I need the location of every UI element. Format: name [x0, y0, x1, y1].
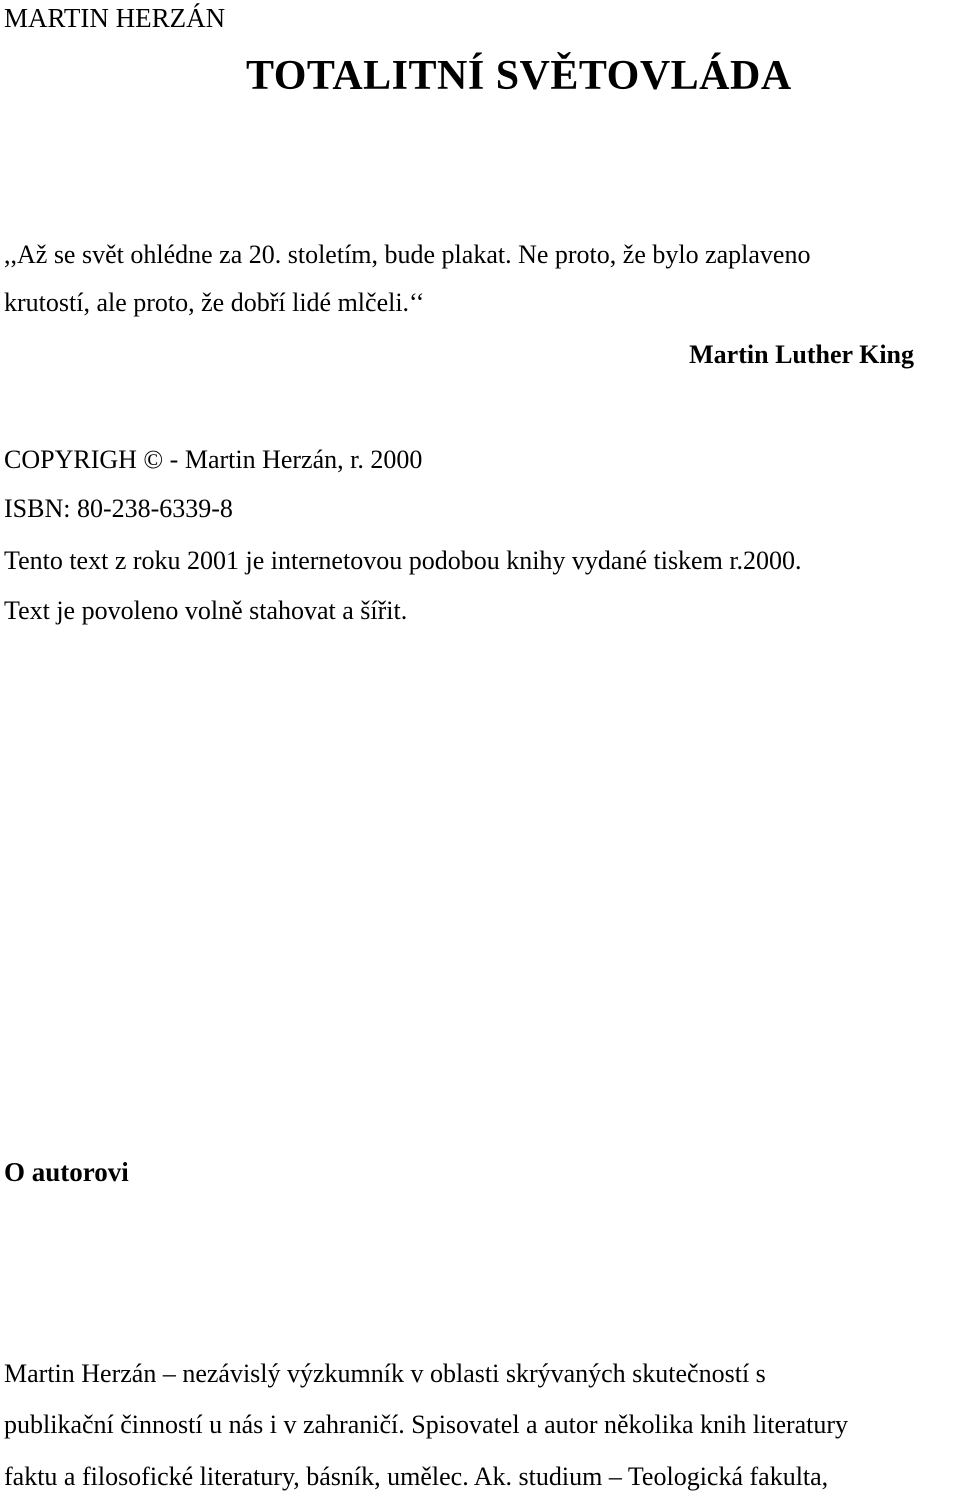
paragraph-line: publikační činností u nás i v zahraničí. Spisovatel a autor několika knih literatury	[4, 1410, 849, 1439]
epigraph-attribution: Martin Luther King	[689, 340, 914, 369]
paragraph-line: faktu a filosofické literatury, básník, umělec. Ak. studium – Teologická fakulta,	[4, 1462, 829, 1491]
epigraph-line: ,,Až se svět ohlédne za 20. stoletím, bude plakat. Ne proto, že bylo zaplaveno	[4, 240, 811, 269]
paragraph-line: Martin Herzán – nezávislý výzkumník v oblasti skrývaných skutečností s	[4, 1359, 766, 1388]
section-heading: O autorovi	[4, 1157, 129, 1187]
copyright-note: Text je povoleno volně stahovat a šířit.	[4, 596, 408, 625]
epigraph-line: krutostí, ale proto, že dobří lidé mlčeli.‘‘	[4, 288, 425, 317]
book-title: TOTALITNÍ SVĚTOVLÁDA	[246, 53, 792, 99]
copyright-line: COPYRIGH © - Martin Herzán, r. 2000	[4, 445, 423, 474]
author-name: MARTIN HERZÁN	[4, 3, 226, 33]
copyright-note: Tento text z roku 2001 je internetovou podobou knihy vydané tiskem r.2000.	[4, 546, 802, 575]
isbn-line: ISBN: 80-238-6339-8	[4, 494, 233, 523]
